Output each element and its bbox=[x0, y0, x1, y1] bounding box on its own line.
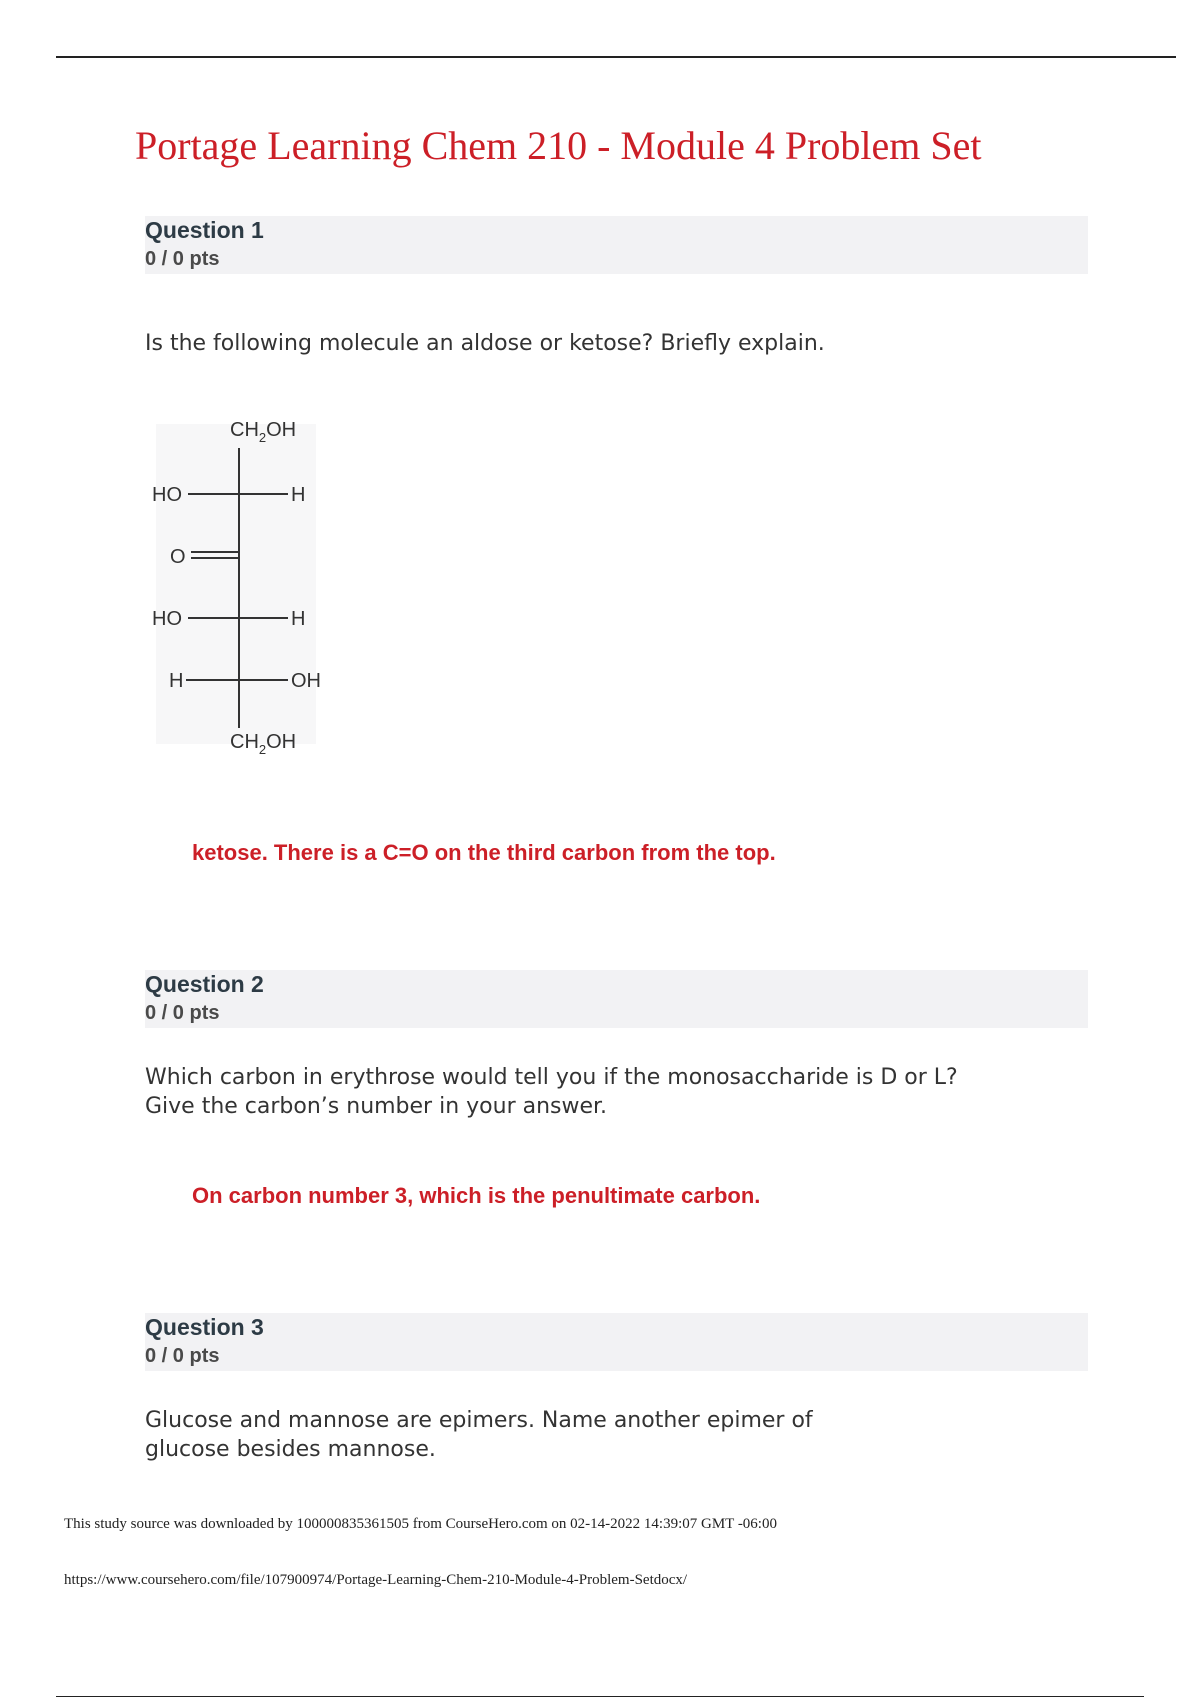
question-2-points: 0 / 0 pts bbox=[145, 1002, 220, 1024]
question-3-prompt-line-1: Glucose and mannose are epimers. Name another epimer of bbox=[145, 1408, 813, 1433]
question-3-title: Question 3 bbox=[145, 1314, 264, 1340]
document-title: Portage Learning Chem 210 - Module 4 Problem Set bbox=[135, 123, 982, 168]
download-note: This study source was downloaded by 100000835361505 from CourseHero.com on 02-14-2022 14:39:07 GMT -06:00 bbox=[64, 1516, 777, 1532]
question-3-header bbox=[145, 1313, 1088, 1371]
question-2-header bbox=[145, 970, 1088, 1028]
question-1-prompt: Is the following molecule an aldose or ketose? Briefly explain. bbox=[145, 331, 825, 356]
question-3-prompt bbox=[145, 1406, 1065, 1464]
molecule-background bbox=[156, 424, 316, 744]
row-1-left-label: HO bbox=[152, 484, 182, 506]
question-1-header bbox=[145, 216, 1088, 274]
row-3-right-label: H bbox=[291, 608, 306, 630]
question-2-prompt-line-1: Which carbon in erythrose would tell you if the monosaccharide is D or L? bbox=[145, 1065, 958, 1090]
row-1-right-label: H bbox=[291, 484, 306, 506]
question-2-answer: On carbon number 3, which is the penultimate carbon. bbox=[192, 1183, 761, 1208]
row-4-right-label: OH bbox=[291, 670, 321, 692]
question-2-prompt bbox=[145, 1063, 1065, 1121]
question-1-points: 0 / 0 pts bbox=[145, 248, 220, 270]
source-url: https://www.coursehero.com/file/107900974/Portage-Learning-Chem-210-Module-4-Problem-Setdocx/ bbox=[64, 1572, 688, 1588]
question-2-title: Question 2 bbox=[145, 971, 264, 997]
question-1-title: Question 1 bbox=[145, 217, 264, 243]
question-2-prompt-line-2: Give the carbon’s number in your answer. bbox=[145, 1094, 608, 1119]
carbonyl-oxygen-label: O bbox=[170, 546, 186, 568]
bottom-group-label: $CH_2OH$ bbox=[230, 731, 297, 757]
row-4-left-label: H bbox=[169, 670, 184, 692]
question-1-answer: ketose. There is a C=O on the third carbon from the top. bbox=[192, 840, 776, 865]
question-3-prompt-line-2: glucose besides mannose. bbox=[145, 1437, 436, 1462]
bottom-rule bbox=[56, 1696, 1144, 1697]
question-3-points: 0 / 0 pts bbox=[145, 1345, 220, 1367]
top-group-label: $CH_2OH$ bbox=[230, 419, 297, 445]
top-rule bbox=[56, 56, 1176, 58]
fischer-projection-molecule bbox=[146, 412, 336, 762]
row-3-left-label: HO bbox=[152, 608, 182, 630]
